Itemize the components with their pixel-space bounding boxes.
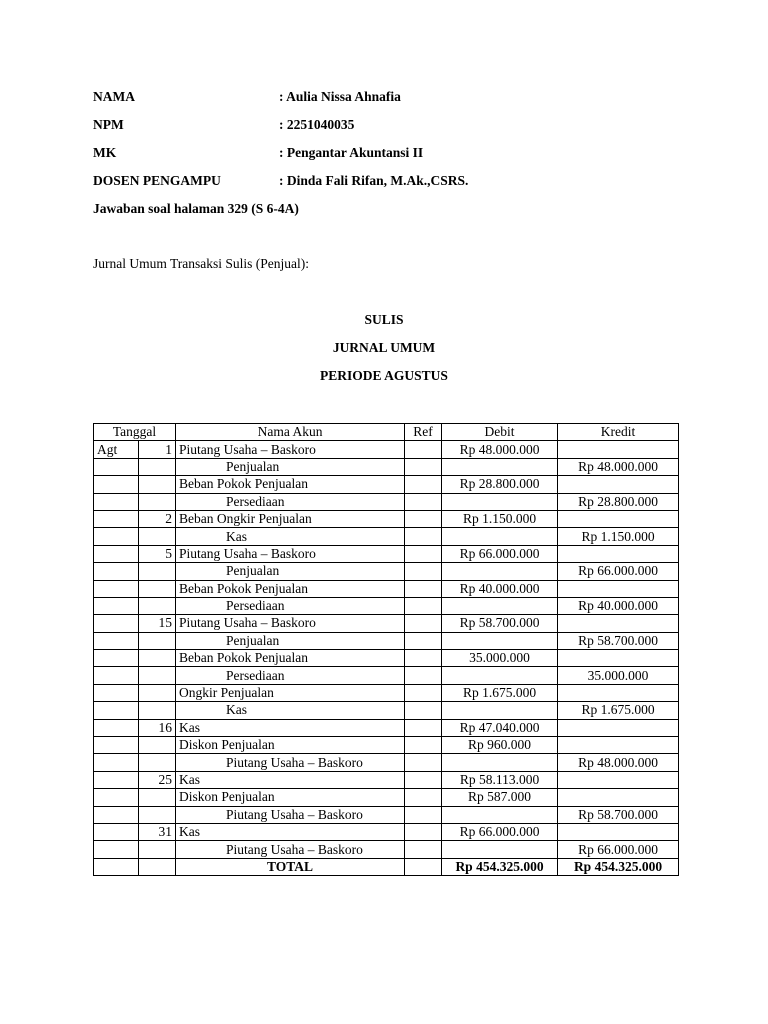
debit-cell xyxy=(442,667,558,684)
account-cell: Kas xyxy=(176,823,405,840)
date-month-cell xyxy=(94,806,139,823)
table-row xyxy=(94,684,679,701)
date-month-cell xyxy=(94,458,139,475)
table-row xyxy=(94,476,679,493)
credit-cell xyxy=(558,771,679,788)
account-cell: Piutang Usaha – Baskoro xyxy=(176,754,405,771)
course-label: MK xyxy=(93,145,117,160)
date-month-cell xyxy=(94,789,139,806)
date-day-cell: 2 xyxy=(139,510,176,527)
debit-cell: Rp 1.150.000 xyxy=(442,510,558,527)
ref-cell xyxy=(405,702,442,719)
date-month-cell xyxy=(94,597,139,614)
date-day-cell: 1 xyxy=(139,441,176,458)
date-month-cell xyxy=(94,615,139,632)
debit-cell: Rp 58.113.000 xyxy=(442,771,558,788)
ref-cell xyxy=(405,580,442,597)
date-month-cell xyxy=(94,702,139,719)
date-day-cell: 15 xyxy=(139,615,176,632)
credit-cell: Rp 66.000.000 xyxy=(558,841,679,858)
credit-cell xyxy=(558,545,679,562)
total-debit: Rp 454.325.000 xyxy=(442,858,558,875)
debit-cell: Rp 47.040.000 xyxy=(442,719,558,736)
npm-label: NPM xyxy=(93,117,124,132)
account-cell: Ongkir Penjualan xyxy=(176,684,405,701)
table-row xyxy=(94,737,679,754)
debit-cell: Rp 40.000.000 xyxy=(442,580,558,597)
credit-cell xyxy=(558,510,679,527)
header-date: Tanggal xyxy=(94,424,176,441)
date-day-cell xyxy=(139,528,176,545)
total-row xyxy=(94,858,679,875)
company-heading: SULIS xyxy=(364,312,404,327)
date-day-cell xyxy=(139,597,176,614)
debit-cell xyxy=(442,754,558,771)
ref-cell xyxy=(405,510,442,527)
debit-cell: Rp 587.000 xyxy=(442,789,558,806)
account-cell: Beban Ongkir Penjualan xyxy=(176,510,405,527)
ref-cell xyxy=(405,806,442,823)
account-cell: Penjualan xyxy=(176,563,405,580)
debit-cell xyxy=(442,702,558,719)
date-month-cell xyxy=(94,528,139,545)
date-day-cell xyxy=(139,476,176,493)
table-row xyxy=(94,719,679,736)
date-day-cell: 16 xyxy=(139,719,176,736)
ref-cell xyxy=(405,528,442,545)
debit-cell xyxy=(442,528,558,545)
credit-cell: Rp 58.700.000 xyxy=(558,806,679,823)
credit-cell: Rp 1.675.000 xyxy=(558,702,679,719)
credit-cell xyxy=(558,789,679,806)
account-cell: Kas xyxy=(176,702,405,719)
account-cell: Beban Pokok Penjualan xyxy=(176,580,405,597)
debit-cell: Rp 66.000.000 xyxy=(442,545,558,562)
account-cell: Penjualan xyxy=(176,458,405,475)
date-month-cell xyxy=(94,632,139,649)
account-cell: Diskon Penjualan xyxy=(176,737,405,754)
debit-cell xyxy=(442,806,558,823)
date-month-cell: Agt xyxy=(94,441,139,458)
date-day-cell xyxy=(139,789,176,806)
name-label: NAMA xyxy=(93,89,135,104)
debit-cell: Rp 28.800.000 xyxy=(442,476,558,493)
credit-cell xyxy=(558,615,679,632)
credit-cell: Rp 66.000.000 xyxy=(558,563,679,580)
npm-value: : 2251040035 xyxy=(279,117,355,132)
journal-heading: JURNAL UMUM xyxy=(332,340,436,355)
date-day-cell xyxy=(139,650,176,667)
account-cell: Beban Pokok Penjualan xyxy=(176,650,405,667)
header-account: Nama Akun xyxy=(176,424,405,441)
debit-cell: Rp 66.000.000 xyxy=(442,823,558,840)
date-month-cell xyxy=(94,841,139,858)
ref-cell xyxy=(405,476,442,493)
intro-text: Jurnal Umum Transaksi Sulis (Penjual): xyxy=(93,256,310,271)
date-month-cell xyxy=(94,754,139,771)
date-month-cell xyxy=(94,667,139,684)
lecturer-value: : Dinda Fali Rifan, M.Ak.,CSRS. xyxy=(279,173,469,188)
name-row xyxy=(93,89,401,105)
table-row xyxy=(94,841,679,858)
debit-cell: Rp 58.700.000 xyxy=(442,615,558,632)
lecturer-label: DOSEN PENGAMPU xyxy=(93,173,221,188)
account-cell: Piutang Usaha – Baskoro xyxy=(176,806,405,823)
period-heading: PERIODE AGUSTUS xyxy=(320,368,448,383)
table-row xyxy=(94,632,679,649)
table-row xyxy=(94,806,679,823)
ref-cell xyxy=(405,441,442,458)
account-cell: Persediaan xyxy=(176,667,405,684)
date-month-cell xyxy=(94,563,139,580)
date-day-cell xyxy=(139,841,176,858)
credit-cell: Rp 48.000.000 xyxy=(558,754,679,771)
credit-cell: Rp 48.000.000 xyxy=(558,458,679,475)
course-row xyxy=(93,145,424,161)
account-cell: Persediaan xyxy=(176,493,405,510)
total-empty-cell xyxy=(94,858,139,875)
ref-cell xyxy=(405,789,442,806)
credit-cell xyxy=(558,737,679,754)
ref-cell xyxy=(405,754,442,771)
debit-cell: Rp 1.675.000 xyxy=(442,684,558,701)
table-row xyxy=(94,789,679,806)
credit-cell xyxy=(558,823,679,840)
lecturer-row xyxy=(93,173,469,189)
date-day-cell xyxy=(139,493,176,510)
debit-cell: Rp 48.000.000 xyxy=(442,441,558,458)
date-month-cell xyxy=(94,545,139,562)
credit-cell xyxy=(558,580,679,597)
credit-cell xyxy=(558,650,679,667)
ref-cell xyxy=(405,493,442,510)
date-month-cell xyxy=(94,719,139,736)
total-credit: Rp 454.325.000 xyxy=(558,858,679,875)
header-credit: Kredit xyxy=(558,424,679,441)
account-cell: Persediaan xyxy=(176,597,405,614)
date-month-cell xyxy=(94,580,139,597)
account-cell: Piutang Usaha – Baskoro xyxy=(176,441,405,458)
table-row xyxy=(94,441,679,458)
ref-cell xyxy=(405,823,442,840)
date-day-cell xyxy=(139,754,176,771)
date-day-cell: 5 xyxy=(139,545,176,562)
debit-cell xyxy=(442,493,558,510)
date-day-cell xyxy=(139,667,176,684)
debit-cell xyxy=(442,841,558,858)
table-header-row xyxy=(94,424,679,441)
journal-table xyxy=(93,423,679,876)
credit-cell: Rp 58.700.000 xyxy=(558,632,679,649)
debit-cell xyxy=(442,597,558,614)
account-cell: Piutang Usaha – Baskoro xyxy=(176,615,405,632)
ref-cell xyxy=(405,597,442,614)
date-month-cell xyxy=(94,684,139,701)
debit-cell xyxy=(442,632,558,649)
date-day-cell xyxy=(139,806,176,823)
table-row xyxy=(94,580,679,597)
date-day-cell: 31 xyxy=(139,823,176,840)
total-empty-cell xyxy=(139,858,176,875)
debit-cell xyxy=(442,563,558,580)
table-row xyxy=(94,667,679,684)
table-row xyxy=(94,545,679,562)
total-empty-cell xyxy=(405,858,442,875)
ref-cell xyxy=(405,684,442,701)
table-row xyxy=(94,597,679,614)
date-month-cell xyxy=(94,650,139,667)
credit-cell: Rp 1.150.000 xyxy=(558,528,679,545)
table-row xyxy=(94,771,679,788)
total-label: TOTAL xyxy=(176,858,405,875)
date-month-cell xyxy=(94,771,139,788)
credit-cell xyxy=(558,476,679,493)
credit-cell xyxy=(558,719,679,736)
account-cell: Kas xyxy=(176,528,405,545)
ref-cell xyxy=(405,545,442,562)
credit-cell xyxy=(558,441,679,458)
name-value: : Aulia Nissa Ahnafia xyxy=(279,89,401,104)
header-debit: Debit xyxy=(442,424,558,441)
account-cell: Beban Pokok Penjualan xyxy=(176,476,405,493)
date-day-cell xyxy=(139,737,176,754)
ref-cell xyxy=(405,563,442,580)
date-day-cell xyxy=(139,684,176,701)
ref-cell xyxy=(405,841,442,858)
header-ref: Ref xyxy=(405,424,442,441)
account-cell: Piutang Usaha – Baskoro xyxy=(176,841,405,858)
debit-cell: 35.000.000 xyxy=(442,650,558,667)
table-row xyxy=(94,754,679,771)
table-row xyxy=(94,528,679,545)
credit-cell: Rp 28.800.000 xyxy=(558,493,679,510)
account-cell: Diskon Penjualan xyxy=(176,789,405,806)
date-day-cell: 25 xyxy=(139,771,176,788)
npm-row xyxy=(93,117,355,133)
table-row xyxy=(94,493,679,510)
ref-cell xyxy=(405,615,442,632)
ref-cell xyxy=(405,771,442,788)
table-row xyxy=(94,563,679,580)
date-day-cell xyxy=(139,563,176,580)
answer-title: Jawaban soal halaman 329 (S 6-4A) xyxy=(93,201,299,216)
table-row xyxy=(94,650,679,667)
debit-cell xyxy=(442,458,558,475)
ref-cell xyxy=(405,458,442,475)
date-day-cell xyxy=(139,702,176,719)
date-day-cell xyxy=(139,458,176,475)
ref-cell xyxy=(405,719,442,736)
ref-cell xyxy=(405,667,442,684)
course-value: : Pengantar Akuntansi II xyxy=(279,145,424,160)
table-row xyxy=(94,823,679,840)
table-row xyxy=(94,615,679,632)
account-cell: Penjualan xyxy=(176,632,405,649)
date-month-cell xyxy=(94,823,139,840)
ref-cell xyxy=(405,650,442,667)
account-cell: Kas xyxy=(176,719,405,736)
ref-cell xyxy=(405,632,442,649)
table-row xyxy=(94,510,679,527)
credit-cell xyxy=(558,684,679,701)
date-day-cell xyxy=(139,580,176,597)
date-day-cell xyxy=(139,632,176,649)
credit-cell: Rp 40.000.000 xyxy=(558,597,679,614)
table-row xyxy=(94,702,679,719)
date-month-cell xyxy=(94,493,139,510)
account-cell: Kas xyxy=(176,771,405,788)
account-cell: Piutang Usaha – Baskoro xyxy=(176,545,405,562)
credit-cell: 35.000.000 xyxy=(558,667,679,684)
date-month-cell xyxy=(94,510,139,527)
debit-cell: Rp 960.000 xyxy=(442,737,558,754)
date-month-cell xyxy=(94,737,139,754)
date-month-cell xyxy=(94,476,139,493)
table-row xyxy=(94,458,679,475)
ref-cell xyxy=(405,737,442,754)
